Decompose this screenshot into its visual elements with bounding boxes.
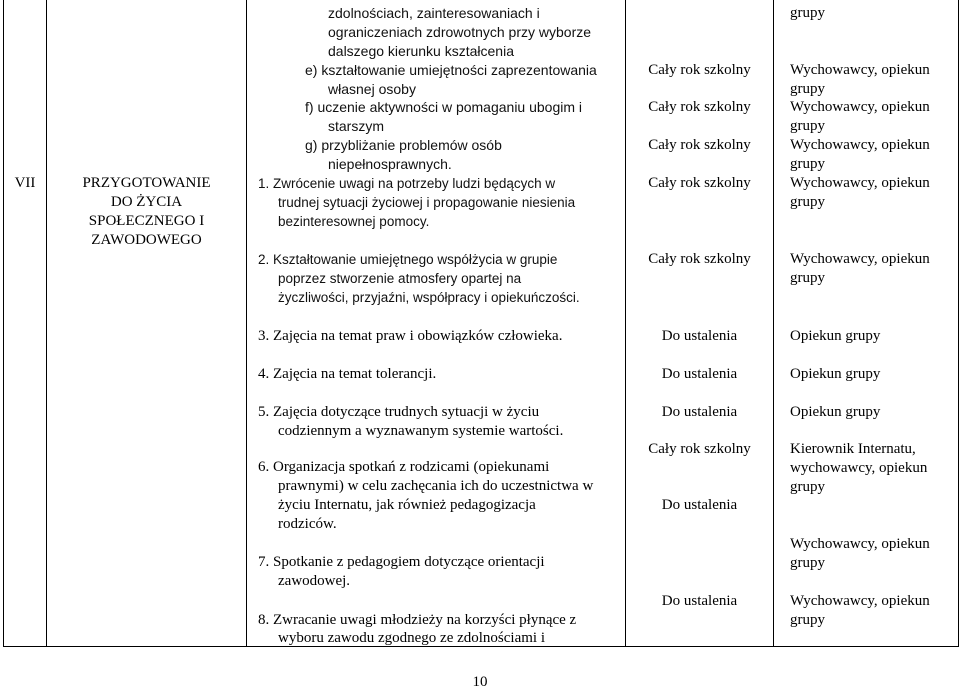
term-cell: Cały rok szkolny <box>648 137 751 153</box>
task-line: własnej osoby <box>328 81 416 97</box>
responsible-cell: Opiekun grupy <box>790 366 881 382</box>
responsible-cell: Wychowawcy, opiekun <box>790 99 930 115</box>
responsible-cell: Kierownik Internatu, <box>790 441 916 457</box>
task-line: prawnymi) w celu zachęcania ich do uczestnictwa w <box>278 478 594 494</box>
section-title-line: SPOŁECZNEGO I <box>88 213 205 229</box>
task-line: trudnej sytuacji życiowej i propagowanie niesienia <box>278 195 576 210</box>
term-cell: Do ustalenia <box>661 328 738 344</box>
section-title-line: DO ŻYCIA <box>110 194 183 210</box>
task-line: niepełnosprawnych. <box>328 156 452 172</box>
responsible-cell: grupy <box>790 118 825 134</box>
page-number: 10 <box>472 674 488 690</box>
responsible-cell: grupy <box>790 270 825 286</box>
task-item-e: e) kształtowanie umiejętności zaprezentowania <box>305 62 597 78</box>
task-line: starszym <box>328 118 384 134</box>
section-title-line: PRZYGOTOWANIE <box>82 175 211 191</box>
task-item-g: g) przybliżanie problemów osób <box>305 137 502 153</box>
task-line: wyboru zawodu zgodnego ze zdolnościami i <box>278 630 546 646</box>
section-title-line: ZAWODOWEGO <box>91 232 202 248</box>
term-cell: Cały rok szkolny <box>648 62 751 78</box>
task-line: życzliwości, przyjaźni, współpracy i opiekuńczości. <box>278 290 580 305</box>
column-divider <box>773 0 774 646</box>
responsible-cell: Wychowawcy, opiekun <box>790 62 930 78</box>
responsible-cell: Wychowawcy, opiekun <box>790 137 930 153</box>
responsible-cell: grupy <box>790 156 825 172</box>
task-item-3: 3. Zajęcia na temat praw i obowiązków człowieka. <box>258 328 563 344</box>
responsible-cell: Wychowawcy, opiekun <box>790 175 930 191</box>
responsible-cell: grupy <box>790 5 825 21</box>
responsible-cell: grupy <box>790 81 825 97</box>
column-divider <box>625 0 626 646</box>
responsible-cell: wychowawcy, opiekun <box>790 460 928 476</box>
task-item-2: 2. Kształtowanie umiejętnego współżycia w grupie <box>258 252 558 267</box>
term-cell: Do ustalenia <box>661 497 738 513</box>
task-line: bezinteresownej pomocy. <box>278 214 430 229</box>
task-item-8: 8. Zwracanie uwagi młodzieży na korzyści płynące z <box>258 612 577 628</box>
column-divider <box>246 0 247 646</box>
responsible-cell: Wychowawcy, opiekun <box>790 593 930 609</box>
term-cell: Cały rok szkolny <box>648 441 751 457</box>
task-item-5: 5. Zajęcia dotyczące trudnych sytuacji w życiu <box>258 404 540 420</box>
term-cell: Do ustalenia <box>661 593 738 609</box>
task-line: dalszego kierunku kształcenia <box>328 43 514 59</box>
term-cell: Cały rok szkolny <box>648 251 751 267</box>
responsible-cell: grupy <box>790 555 825 571</box>
task-item-6: 6. Organizacja spotkań z rodzicami (opiekunami <box>258 459 550 475</box>
term-cell: Cały rok szkolny <box>648 99 751 115</box>
task-item-f: f) uczenie aktywności w pomaganiu ubogim i <box>305 99 583 115</box>
task-line: ograniczeniach zdrowotnych przy wyborze <box>328 24 592 40</box>
term-cell: Do ustalenia <box>661 404 738 420</box>
responsible-cell: grupy <box>790 194 825 210</box>
task-item-4: 4. Zajęcia na temat tolerancji. <box>258 366 437 382</box>
task-line: zawodowej. <box>278 573 351 589</box>
task-line: zdolnościach, zainteresowaniach i <box>328 5 540 21</box>
responsible-cell: grupy <box>790 612 825 628</box>
task-line: codziennym a wyznawanym systemie wartości. <box>278 423 564 439</box>
term-cell: Do ustalenia <box>661 366 738 382</box>
term-cell: Cały rok szkolny <box>648 175 751 191</box>
task-line: poprzez stworzenie atmosfery opartej na <box>278 271 522 286</box>
task-line: życiu Internatu, jak również pedagogizacja <box>278 497 536 513</box>
row-number: VII <box>14 175 36 191</box>
responsible-cell: Opiekun grupy <box>790 404 881 420</box>
responsible-cell: Wychowawcy, opiekun <box>790 251 930 267</box>
responsible-cell: Wychowawcy, opiekun <box>790 536 930 552</box>
task-item-1: 1. Zwrócenie uwagi na potrzeby ludzi będących w <box>258 176 556 191</box>
task-item-7: 7. Spotkanie z pedagogiem dotyczące orientacji <box>258 554 545 570</box>
task-line: rodziców. <box>278 516 337 532</box>
responsible-cell: Opiekun grupy <box>790 328 881 344</box>
column-divider <box>46 0 47 646</box>
responsible-cell: grupy <box>790 479 825 495</box>
